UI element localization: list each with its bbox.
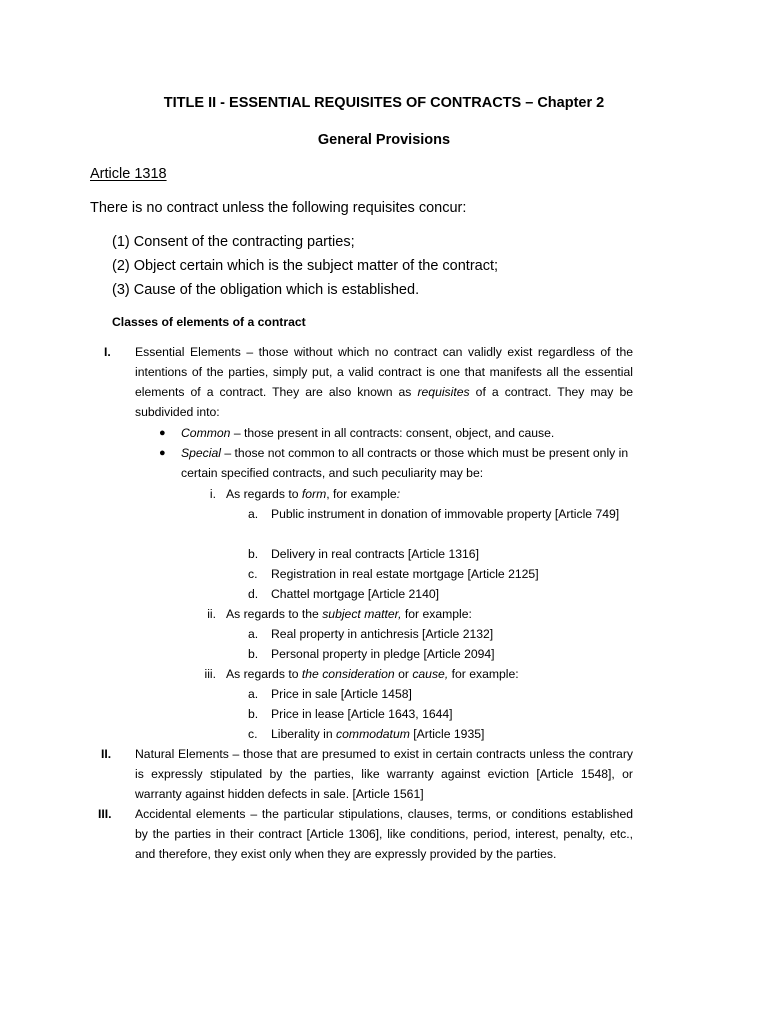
subject-example: Personal property in pledge [Article 2094]	[271, 647, 495, 661]
consideration-text: As regards to	[226, 667, 302, 681]
classes-heading: Classes of elements of a contract	[112, 315, 306, 329]
subject-heading	[226, 604, 633, 624]
consideration-italic: the consideration	[301, 667, 395, 681]
natural-elements-paragraph: Natural Elements – those that are presumed to exist in certain contracts unless the contrary is expressly stipulated by the parties, like warranty against eviction [Article 1548], or warranty against hidden defects in sale. [Article 1561]	[135, 747, 633, 801]
consideration-example: Price in sale [Article 1458]	[271, 687, 412, 701]
bullet-icon: ●	[159, 427, 166, 439]
essential-italic: requisites	[417, 385, 470, 399]
requisite-item: (1) Consent of the contracting parties;	[112, 234, 355, 250]
roman-numeral: I.	[104, 345, 111, 359]
letter-marker: d.	[248, 587, 259, 601]
document-subtitle: General Provisions	[317, 132, 451, 148]
form-heading-colon: :	[396, 487, 401, 501]
consideration-heading	[226, 664, 633, 684]
requisite-item: (3) Cause of the obligation which is established.	[112, 282, 420, 298]
common-label: Common	[181, 426, 231, 440]
consideration-italic2: cause,	[412, 667, 449, 681]
special-text: – those not common to all contracts or those which must be present only in certain specified contracts, and such peculiarity may be:	[181, 446, 629, 480]
letter-marker: b.	[248, 547, 259, 561]
form-example: Registration in real estate mortgage [Article 2125]	[271, 567, 539, 581]
sub-numeral: iii.	[204, 667, 216, 681]
letter-marker: c.	[248, 567, 258, 581]
consideration-end: for example:	[448, 667, 519, 681]
sub-numeral: i.	[209, 487, 216, 501]
form-heading-end: , for example	[326, 487, 397, 501]
letter-marker: a.	[248, 687, 259, 701]
essential-text-end: of a contract. They may be subdivided into:	[135, 385, 634, 419]
special-item	[181, 443, 633, 483]
example-text-end: [Article 1935]	[409, 727, 485, 741]
article-heading: Article 1318	[90, 166, 167, 182]
bullet-icon: ●	[159, 447, 166, 459]
form-example: Delivery in real contracts [Article 1316]	[271, 547, 479, 561]
essential-text: Essential Elements – those without which no contract can validly exist regardless of the intentions of the parties, simply put, a valid contract is one that manifests all the essential elements of a contract. They are also known as	[135, 345, 633, 399]
form-heading-italic: form	[301, 487, 327, 501]
form-heading	[226, 484, 633, 504]
subject-heading-italic: subject matter,	[322, 607, 402, 621]
common-item	[181, 423, 633, 443]
special-label: Special	[181, 446, 221, 460]
consideration-example	[271, 724, 633, 744]
subject-heading-text: As regards to the	[226, 607, 323, 621]
letter-marker: b.	[248, 707, 259, 721]
letter-marker: a.	[248, 507, 259, 521]
letter-marker: a.	[248, 627, 259, 641]
document-title: TITLE II - ESSENTIAL REQUISITES OF CONTRACTS – Chapter 2	[163, 95, 605, 111]
consideration-example: Price in lease [Article 1643, 1644]	[271, 707, 453, 721]
letter-marker: c.	[248, 727, 258, 741]
form-example: Chattel mortgage [Article 2140]	[271, 587, 440, 601]
accidental-elements-paragraph: Accidental elements – the particular stipulations, clauses, terms, or conditions established by the parties in their contract [Article 1306], like conditions, period, interest, penalty, etc., and therefore, they exist only when they are expressly provided by the parties.	[135, 807, 633, 861]
subject-example: Real property in antichresis [Article 2132]	[271, 627, 494, 641]
common-text: – those present in all contracts: consent, object, and cause.	[230, 426, 555, 440]
form-heading-text: As regards to	[226, 487, 302, 501]
example-italic: commodatum	[336, 727, 410, 741]
roman-numeral: III.	[98, 807, 112, 821]
intro-text: There is no contract unless the following requisites concur:	[90, 200, 467, 216]
essential-elements-paragraph	[135, 342, 633, 422]
example-text: Liberality in	[271, 727, 337, 741]
subject-heading-end: for example:	[401, 607, 472, 621]
sub-numeral: ii.	[207, 607, 216, 621]
roman-numeral: II.	[101, 747, 112, 761]
requisite-item: (2) Object certain which is the subject matter of the contract;	[112, 258, 499, 274]
letter-marker: b.	[248, 647, 259, 661]
consideration-middle: or	[394, 667, 413, 681]
form-example: Public instrument in donation of immovable property [Article 749]	[271, 507, 620, 521]
